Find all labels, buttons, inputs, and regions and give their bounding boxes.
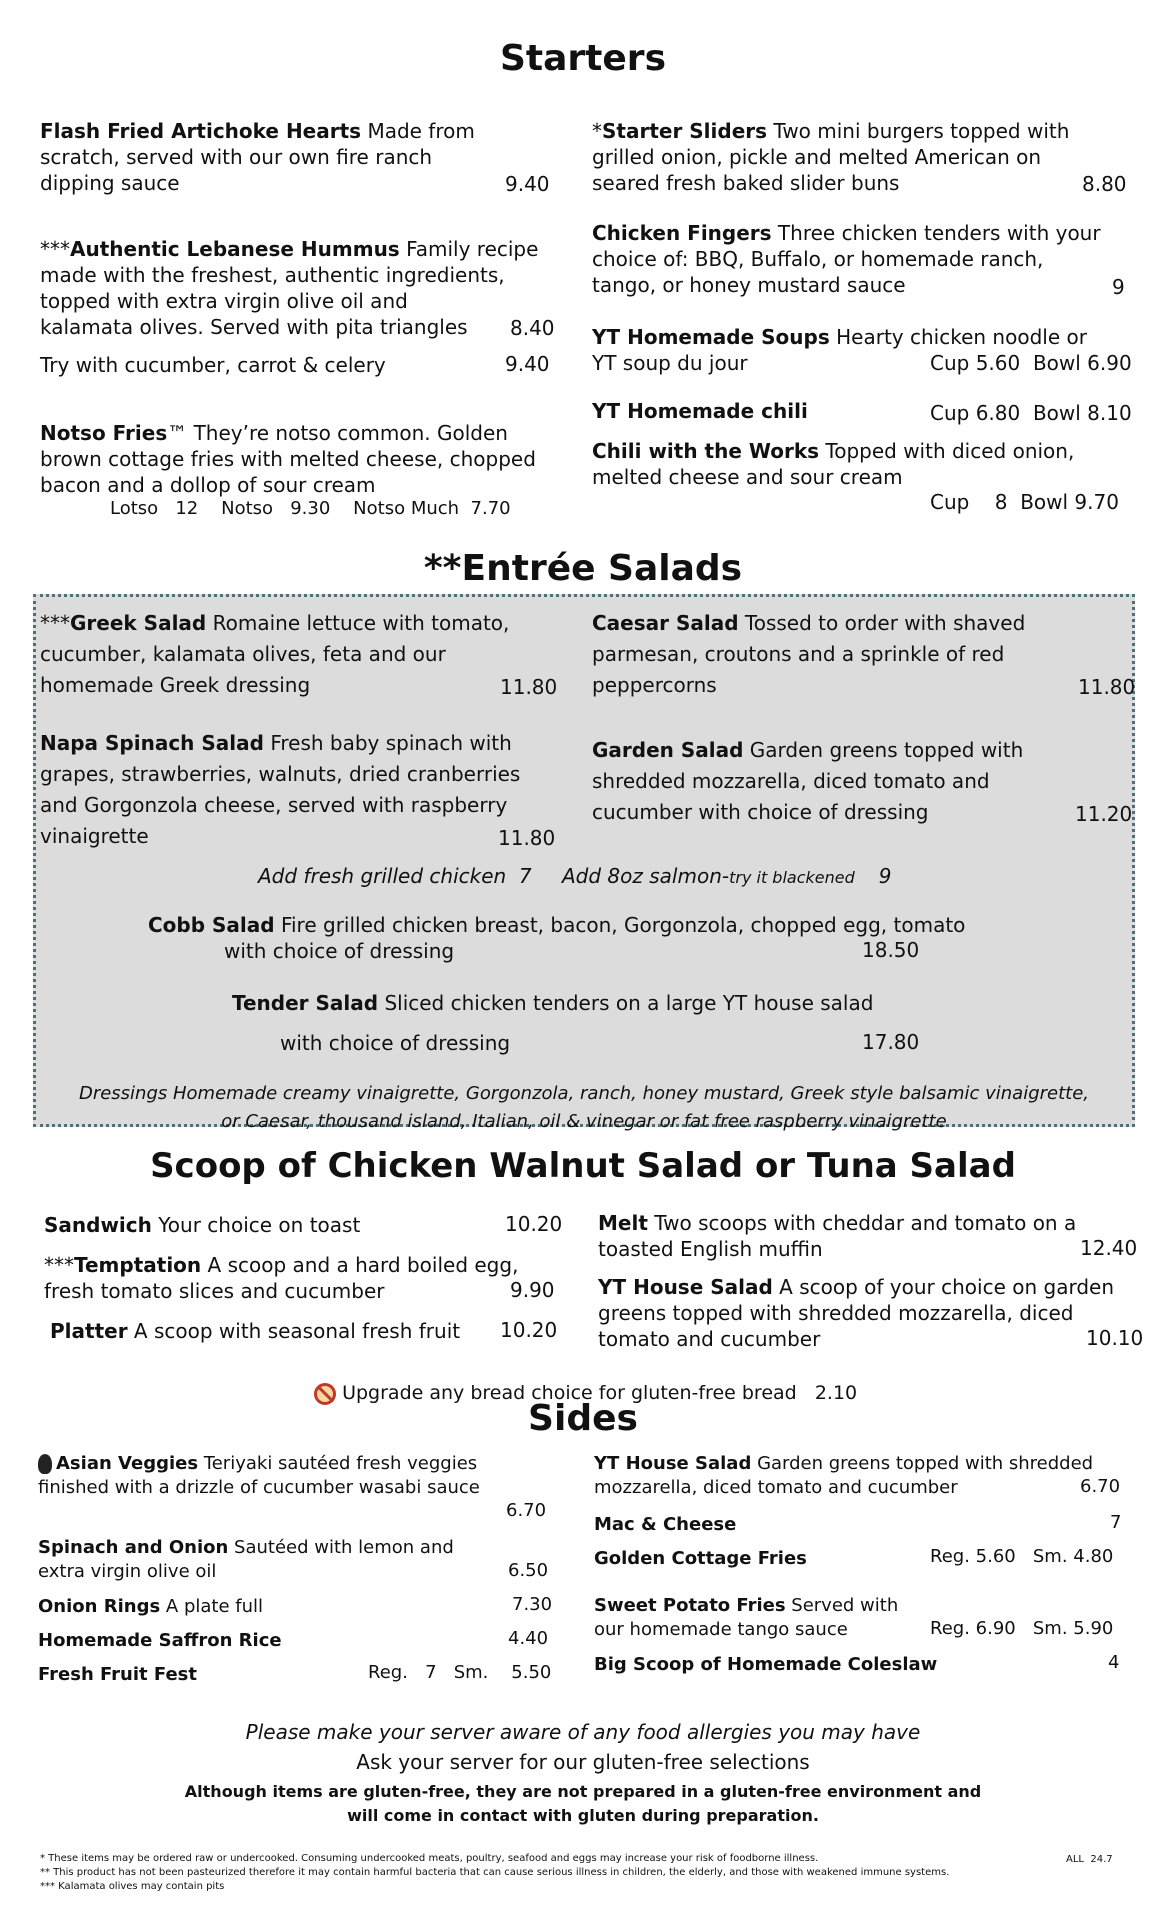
item-desc: Garden greens topped with [749,738,1024,762]
item-desc: Sliced chicken tenders on a large YT house salad [384,991,874,1015]
item-desc: topped with extra virgin olive oil and [40,289,408,313]
item-desc: Hearty chicken noodle or [836,325,1087,349]
item-desc: Sautéed with lemon and [234,1537,454,1558]
item-name: Chili with the Works [592,439,820,463]
item-price: Reg. 6.90 Sm. 5.90 [930,1618,1114,1639]
item-price: 18.50 [862,938,920,962]
addon-salmon-label: Add 8oz salmon- [562,864,730,888]
item-desc: A scoop and a hard boiled egg, [207,1253,519,1277]
item-desc: Fresh baby spinach with [270,731,512,755]
menu-item-artichoke [40,118,560,196]
item-prefix: *** [40,237,70,261]
item-desc: and Gorgonzola cheese, served with raspberry [40,793,508,817]
item-price: Cup 8 Bowl 9.70 [930,490,1119,514]
item-name: YT House Salad [598,1275,773,1299]
item-desc: Fire grilled chicken breast, bacon, Gorgonzola, chopped egg, tomato [280,913,966,937]
disclaimer-line: Although items are gluten-free, they are not prepared in a gluten-free environment and [184,1782,982,1801]
item-name: Tender Salad [232,991,379,1015]
item-desc: Two scoops with cheddar and tomato on a [654,1211,1077,1235]
item-desc: finished with a drizzle of cucumber wasabi sauce [38,1477,480,1498]
item-desc: A plate full [165,1596,264,1617]
item-price: 7 [1110,1512,1122,1533]
item-price: 6.50 [508,1560,549,1581]
item-name: Spinach and Onion [38,1537,229,1558]
item-price: 4 [1108,1652,1120,1673]
item-name: Garden Salad [592,738,744,762]
item-name: Napa Spinach Salad [40,731,264,755]
item-name: YT Homemade Soups [592,325,830,349]
item-price: Cup 6.80 Bowl 8.10 [930,401,1132,425]
allergy-note: Please make your server aware of any food allergies you may have [245,1720,921,1744]
menu-item-chicken-fingers [592,220,1152,298]
item-price: 10.20 [505,1212,563,1236]
item-price: 12.40 [1080,1236,1138,1260]
item-desc: extra virgin olive oil [38,1561,217,1582]
item-name: Homemade Saffron Rice [38,1630,282,1651]
side-mac-cheese [594,1512,736,1538]
item-name: Starter Sliders [602,119,768,143]
item-desc: Teriyaki sautéed fresh veggies [203,1453,478,1474]
item-desc: cucumber with choice of dressing [592,800,929,824]
item-desc: shredded mozzarella, diced tomato and [592,769,990,793]
item-name: Platter [50,1319,128,1343]
item-desc: Romaine lettuce with tomato, [212,611,510,635]
item-name: Melt [598,1211,648,1235]
item-desc: mozzarella, diced tomato and cucumber [594,1477,958,1498]
item-desc: homemade Greek dressing [40,673,311,697]
side-asian-veggies [38,1452,578,1500]
salads-title: **Entrée Salads [423,548,743,589]
scoop-sandwich [44,1212,360,1238]
dressings-line: Dressings Homemade creamy vinaigrette, Gorgonzola, ranch, honey mustard, Greek style balsamic vinaigrette, [78,1083,1090,1104]
item-name: YT House Salad [594,1453,752,1474]
item-desc: dipping sauce [40,171,180,195]
item-name: Caesar Salad [592,611,739,635]
item-price: 10.20 [500,1318,558,1342]
salad-garden [592,735,1112,828]
item-desc: Made from [367,119,475,143]
salad-greek [40,608,560,701]
item-desc: They’re notso common. Golden [193,421,508,445]
footnote: ** This product has not been pasteurized therefore it may contain harmful bacteria that can cause serious illness in children, the elderly, and those with weakened immune systems. [40,1867,950,1878]
item-price: 10.10 [1086,1326,1144,1350]
item-desc: kalamata olives. Served with pita triangles [40,315,468,339]
scoop-temptation [44,1252,564,1304]
menu-item-chili [592,398,808,424]
item-price: 9.90 [510,1278,555,1302]
item-desc: greens topped with shredded mozzarella, diced [598,1301,1074,1325]
item-desc: Family recipe [406,237,539,261]
salad-tender [232,990,932,1016]
item-price: 11.80 [1078,675,1136,699]
item-name: Onion Rings [38,1596,161,1617]
item-prefix: *** [40,611,70,635]
item-desc: A scoop with seasonal fresh fruit [133,1319,461,1343]
gluten-free-text: Upgrade any bread choice for gluten-free bread 2.10 [342,1382,858,1404]
addon-salmon-price: 9 [878,864,892,888]
item-name: Sweet Potato Fries [594,1595,786,1616]
item-price: 7.30 [512,1594,553,1615]
item-price: 11.80 [500,675,558,699]
item-desc: fresh tomato slices and cucumber [44,1279,385,1303]
item-desc: toasted English muffin [598,1237,823,1261]
item-price: Reg. 5.60 Sm. 4.80 [930,1546,1114,1567]
item-desc: YT soup du jour [592,351,748,375]
item-desc: Two mini burgers topped with [773,119,1070,143]
side-fruit-fest [38,1662,197,1688]
item-prefix: * [592,119,602,143]
item-price: 9.40 [505,352,550,376]
gluten-disclaimer [0,1780,1166,1828]
item-desc: made with the freshest, authentic ingredients, [40,263,505,287]
item-desc: scratch, served with our own fire ranch [40,145,433,169]
item-name: Golden Cottage Fries [594,1548,807,1569]
addon-salmon [562,864,892,888]
disclaimer-line: will come in contact with gluten during preparation. [347,1806,819,1825]
footnote: *** Kalamata olives may contain pits [40,1881,225,1892]
side-saffron-rice [38,1628,282,1654]
item-name: Sandwich [44,1213,152,1237]
item-price: 8.40 [510,316,555,340]
item-desc: A scoop of your choice on garden [779,1275,1115,1299]
item-desc: brown cottage fries with melted cheese, chopped [40,447,536,471]
menu-item-sliders [592,118,1132,196]
item-desc: grilled onion, pickle and melted American on [592,145,1042,169]
side-house-salad [594,1452,1134,1500]
dressings-line: or Caesar, thousand island, Italian, oil & vinegar or fat free raspberry vinaigrette [221,1111,947,1132]
item-alt: Try with cucumber, carrot & celery [40,353,386,377]
item-name: Chicken Fingers [592,221,772,245]
item-price: 8.80 [1082,172,1127,196]
gluten-free-note: Ask your server for our gluten-free selections [356,1750,810,1774]
trademark: ™ [167,421,188,445]
item-price: Reg. 7 Sm. 5.50 [368,1662,552,1683]
item-name: Greek Salad [70,611,207,635]
item-name: Authentic Lebanese Hummus [70,237,400,261]
item-desc: tango, or honey mustard sauce [592,273,906,297]
item-price: 6.70 [1080,1476,1121,1497]
item-name: Fresh Fruit Fest [38,1664,197,1685]
scoop-title: Scoop of Chicken Walnut Salad or Tuna Salad [150,1146,1016,1186]
salad-caesar [592,608,1112,701]
menu-code: ALL 24.7 [1066,1854,1113,1865]
item-desc: parmesan, croutons and a sprinkle of red [592,642,1005,666]
item-name: Temptation [74,1253,202,1277]
scoop-house-salad [598,1274,1158,1352]
item-name: Big Scoop of Homemade Coleslaw [594,1654,938,1675]
item-price: 6.70 [506,1500,547,1521]
item-desc: with choice of dressing [224,939,455,963]
item-sizes: Lotso 12 Notso 9.30 Notso Much 7.70 [110,498,511,519]
menu-item-hummus [40,236,580,340]
item-price: 11.80 [498,826,556,850]
item-desc: our homemade tango sauce [594,1619,848,1640]
side-onion-rings [38,1594,263,1620]
item-name: Mac & Cheese [594,1514,737,1535]
item-desc: Garden greens topped with shredded [757,1453,1094,1474]
side-coleslaw [594,1652,937,1678]
menu-item-notso-fries [40,420,580,498]
item-price: 11.20 [1075,802,1133,826]
footnote: * These items may be ordered raw or undercooked. Consuming undercooked meats, poultry, seafood and eggs may increase your risk of foodborne illness. [40,1853,819,1864]
item-price: Cup 5.60 Bowl 6.90 [930,351,1132,375]
starters-title: Starters [500,38,666,79]
item-desc: Your choice on toast [158,1213,361,1237]
item-desc: vinaigrette [40,824,149,848]
item-desc: seared fresh baked slider buns [592,171,900,195]
scoop-melt [598,1210,1138,1262]
item-desc: Topped with diced onion, [825,439,1075,463]
item-price: 17.80 [862,1030,920,1054]
item-name: Asian Veggies [56,1453,199,1474]
side-spinach-onion [38,1536,558,1584]
item-desc: Three chicken tenders with your [777,221,1101,245]
item-desc: bacon and a dollop of sour cream [40,473,376,497]
item-prefix: *** [44,1253,74,1277]
item-name: Flash Fried Artichoke Hearts [40,119,362,143]
addon-salmon-note: try it blackened [729,868,855,887]
item-price: 9 [1112,275,1125,299]
dressings-note [36,1080,1132,1136]
side-cottage-fries [594,1546,807,1572]
scoop-platter [50,1318,460,1344]
item-desc: cucumber, kalamata olives, feta and our [40,642,446,666]
item-desc: melted cheese and sour cream [592,465,903,489]
item-price: 4.40 [508,1628,549,1649]
item-desc: peppercorns [592,673,717,697]
item-price: 9.40 [505,172,550,196]
item-desc: with choice of dressing [280,1031,511,1055]
item-name: Notso Fries [40,421,168,445]
item-desc: tomato and cucumber [598,1327,821,1351]
item-desc: grapes, strawberries, walnuts, dried cranberries [40,762,521,786]
menu-item-chili-works [592,438,1132,490]
item-name: Cobb Salad [148,913,275,937]
flame-icon [38,1454,52,1474]
footnotes [40,1852,1040,1894]
item-desc: Served with [791,1595,899,1616]
addon-chicken: Add fresh grilled chicken 7 [258,864,532,888]
item-name: YT Homemade chili [592,399,808,423]
sides-title: Sides [528,1398,638,1439]
item-desc: choice of: BBQ, Buffalo, or homemade ranch, [592,247,1044,271]
item-desc: Tossed to order with shaved [744,611,1026,635]
